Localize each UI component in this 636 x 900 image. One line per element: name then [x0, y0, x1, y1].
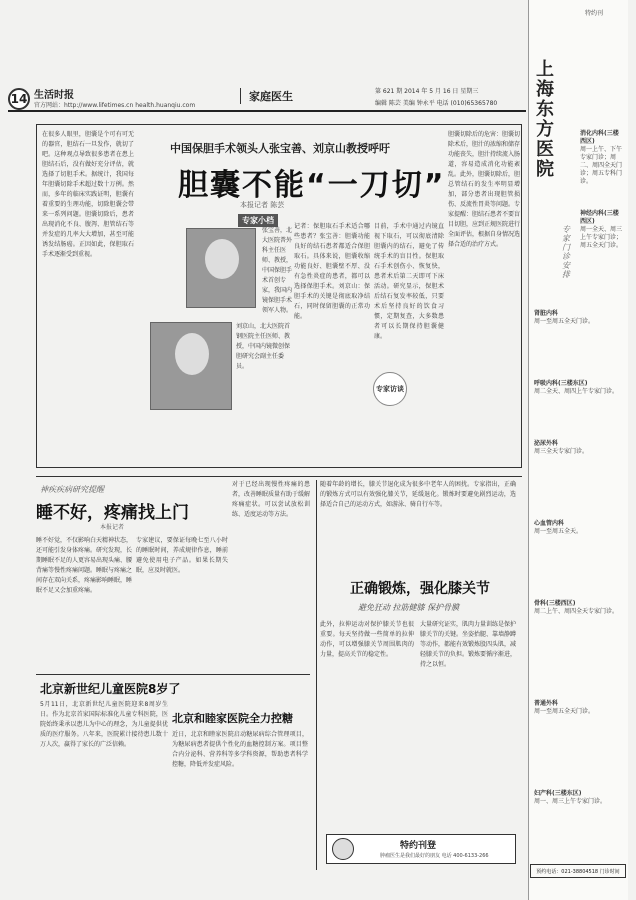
- page-number: 14: [8, 88, 30, 110]
- article2-headline: 睡不好，疼痛找上门: [36, 503, 189, 523]
- dept-item: 泌尿外科 周三全天专家门诊。: [534, 440, 589, 455]
- dept-item: 消化内科(三楼西区) 周一上午、下午专家门诊；周二、周四全天门诊；周五专科门诊。: [580, 130, 623, 185]
- ad-logo-icon: [332, 838, 354, 860]
- expert-caption-2: 刘京山，北大医院首钢医院主任医师、教授，中国内镜微创保胆研究会副主任委员。: [236, 323, 291, 370]
- main-col-3: 目前，手术中通过内镜直视下取石，可以彻底清除胆囊内的结石，避免了传统手术的盲目性。保胆取石手术创伤小、恢复快，患者术后第二天即可下床活动。研究显示，保胆术后结石复发率较低，只要术后坚持良好的饮食习惯，定期复查，大多数患者可以长期保持胆囊健康。: [374, 223, 444, 340]
- article5-headline: 正确锻炼，强化膝关节: [350, 581, 490, 597]
- ad-title: 特约刊登: [400, 841, 437, 851]
- date-line: 第 621 期 2014 年 5 月 16 日 星期三: [375, 88, 479, 95]
- ad-subtitle: 肿瘤医生是我们最好的朋友 电话 400-6133-266: [380, 853, 489, 859]
- article5-col-2: 此外，拉伸运动对保护膝关节也很重要。每天坚持做一些简单的拉伸动作，可以增强膝关节周围肌肉的力量，提高关节的稳定性。: [320, 621, 414, 658]
- expert-photo-2: [150, 322, 232, 410]
- main-headline: 胆囊不能“一刀切”: [178, 168, 446, 203]
- expert-tag: 专家小档: [238, 214, 278, 227]
- article5-col-1: 随着年龄的增长，膝关节退化成为很多中老年人的困扰。专家指出，正确的锻炼方式可以有效强化膝关节，延缓退化。锻炼时要避免剧烈运动，选择适合自己的运动方式，如游泳、骑自行车等。: [320, 481, 516, 508]
- dept-item: 呼吸内科(三楼东区) 周二全天、周四上午专家门诊。: [534, 380, 619, 395]
- dept-item: 肾脏内科 周一至周五全天门诊。: [534, 310, 595, 325]
- article2-col-2: 专家建议，要保证每晚七至八小时的睡眠时间，养成规律作息，睡前避免使用电子产品。如果长期失眠，应及时就医。: [136, 537, 228, 574]
- separator: [36, 476, 522, 477]
- hospital-subtitle: 专家门诊安排: [562, 225, 570, 279]
- article2-series: 神疾疾病研究提醒: [40, 485, 104, 494]
- article4-body: 近日，北京和睦家医院启动糖尿病综合管理项目，为糖尿病患者提供个性化的血糖控制方案。项目整合内分泌科、营养科等多学科资源，帮助患者科学控糖，降低并发症风险。: [172, 731, 308, 768]
- article2-col-1: 睡不好觉，不仅影响白天精神状态，还可能引发身体疼痛。研究发现，长期睡眠不足的人更容易出现头痛、腰背痛等慢性疼痛问题。睡眠与疼痛之间存在双向关系，疼痛影响睡眠，睡眠不足又会加重疼痛。: [36, 537, 132, 594]
- expert-caption-1: 张宝善，北大医院普外科主任医师、教授，中国保胆手术首创专家，我国内镜保胆手术领军人物。: [262, 227, 292, 314]
- main-col-2: 记者：保胆取石手术适合哪些患者？张宝善：胆囊功能良好的结石患者都适合保胆取石。具体来说，胆囊收缩功能良好、胆囊壁不厚、没有急性炎症的患者，都可以选择保胆手术。刘京山：保胆手术的关键是彻底取净结石，同时保留胆囊的正常功能。: [294, 223, 370, 320]
- dept-item: 普通外科 周一至周五全天门诊。: [534, 700, 595, 715]
- dept-item: 心血管内科 周一至周五全天。: [534, 520, 583, 535]
- main-byline: 本报记者 陈芸: [240, 201, 285, 209]
- main-col-4: 胆囊切除后的危害：胆囊切除术后，胆汁的浓缩和储存功能丧失，胆汁持续流入肠道，容易造成消化功能紊乱。此外，胆囊切除后，胆总管结石的发生率明显增加，部分患者出现胆管损伤、反流性胃炎等问题。专家提醒：胆结石患者不要盲目切胆，应到正规医院进行全面评估，根据自身情况选择合适的治疗方式。: [448, 131, 520, 248]
- paper-name: 生活时报: [34, 90, 74, 101]
- separator: [316, 480, 317, 870]
- expert-photo-1: [186, 228, 256, 308]
- article5-col-3: 大量研究证实，肌肉力量训练是保护膝关节的关键。坐姿抬腿、靠墙静蹲等动作，都能有效锻炼股四头肌，减轻膝关节的负担。锻炼要循序渐进，持之以恒。: [420, 621, 516, 668]
- article5-subheadline: 避免狂动 拉筋健膝 保护骨膜: [358, 603, 460, 612]
- hospital-name: 上海东方医院: [536, 59, 554, 180]
- article2-col-3: 对于已经出现慢性疼痛的患者，改善睡眠质量有助于缓解疼痛症状。可以尝试放松训练、适度运动等方法。: [232, 481, 310, 518]
- dept-item: 神经内科(三楼西区) 周一全天、周三上午专家门诊；周五全天门诊。: [580, 210, 623, 249]
- section-name: 家庭医生: [240, 88, 293, 104]
- article3-body: 5月11日，北京新世纪儿童医院迎来8周岁生日。作为北京首家国际标准化儿童专科医院，医院始终秉承以患儿为中心的理念，为儿童提供优质的医疗服务。八年来，医院累计接待患儿数十万人次，赢得了家长的广泛信赖。: [40, 701, 168, 748]
- main-col-1: 在很多人眼里，胆囊是个可有可无的器官，胆结石一旦发作，就切了吧。这种观点导致很多患者在患上胆结石后，没有做好充分评估，就选择了切胆手术。据统计，我国每年胆囊切除手术超过数十万例。然而，多年的临床实践证明，胆囊有着重要的生理功能，切除胆囊会带来一系列问题。胆囊切除后，患者出现消化不良、腹泻、胆管结石等并发症的几率大大增加，甚至可能诱发结肠癌。正因如此，保胆取石手术逐渐受到重视。: [42, 131, 134, 258]
- separator: [36, 674, 310, 675]
- paper-website: 官方网站：http://www.lifetimes.cn health.huanqiu.com: [34, 102, 196, 109]
- header-rule: [8, 110, 526, 112]
- expert-interview-badge: 专家访谈: [373, 372, 407, 406]
- main-kicker: 中国保胆手术领头人张宝善、刘京山教授呼吁: [170, 142, 390, 155]
- article2-byline: 本报记者: [100, 524, 125, 531]
- article3-headline: 北京新世纪儿童医院8岁了: [40, 682, 181, 696]
- right-footer: 预约电话：021-38804518 门诊时间: [530, 864, 626, 878]
- dept-item: 骨科(三楼西区) 周二上午、周四全天专家门诊。: [534, 600, 619, 615]
- right-ad-tag: 特约刊: [585, 10, 604, 17]
- editor-line: 编辑 陈芸 美编 钟永平 电话 (010)65365780: [375, 100, 498, 107]
- dept-item: 妇产科(三楼东区) 周一、周三上午专家门诊。: [534, 790, 607, 805]
- article4-headline: 北京和睦家医院全力控糖: [172, 712, 293, 725]
